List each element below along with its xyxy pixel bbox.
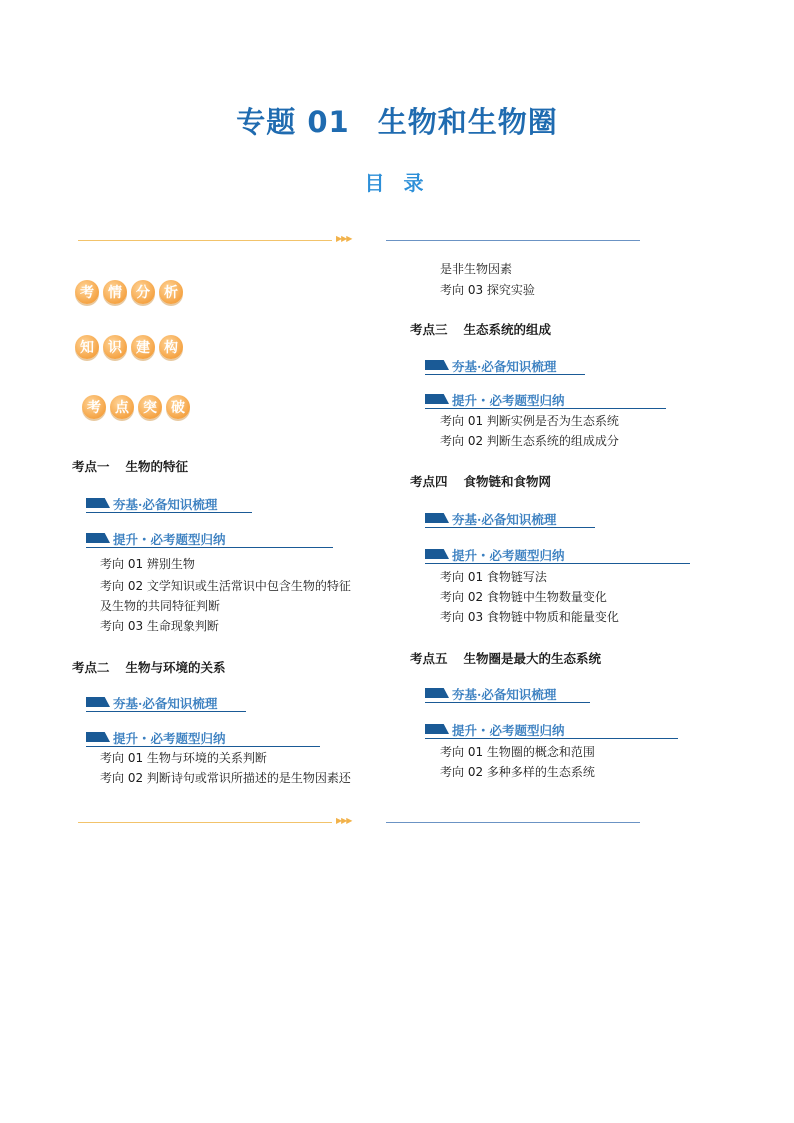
kaodian-number: 考点五 — [410, 651, 448, 666]
kaodian-1-heading[interactable] — [72, 457, 188, 475]
band-label: 夯基·必备知识梳理 — [452, 359, 557, 374]
band-jichu-3[interactable] — [425, 360, 595, 376]
coin-char: 建 — [131, 335, 155, 359]
coin-char: 知 — [75, 335, 99, 359]
band-label: 提升・必考题型归纳 — [452, 393, 565, 408]
flag-icon — [425, 394, 449, 404]
badge-zhishi-jiangou[interactable] — [75, 335, 187, 359]
kaoxiang-item[interactable]: 考向 02 判断生态系统的组成成分 — [440, 434, 619, 448]
kaoxiang-item[interactable]: 考向 01 生物与环境的关系判断 — [100, 751, 267, 765]
band-tisheng-5[interactable] — [425, 724, 680, 740]
kaoxiang-item-cont[interactable]: 是非生物因素 — [440, 262, 513, 276]
kaoxiang-item[interactable]: 考向 02 食物链中生物数量变化 — [440, 590, 607, 604]
band-jichu-1[interactable] — [86, 498, 256, 514]
band-tisheng-3[interactable] — [425, 394, 670, 410]
band-label: 提升・必考题型归纳 — [452, 548, 565, 563]
kaodian-name: 生态系统的组成 — [463, 322, 552, 337]
band-label: 夯基·必备知识梳理 — [452, 687, 557, 702]
band-tisheng-2[interactable] — [86, 732, 326, 748]
divider-arrows-icon: ▶▶▶ — [336, 816, 352, 825]
kaodian-4-heading[interactable] — [410, 472, 551, 490]
kaodian-number: 考点四 — [410, 474, 448, 489]
kaoxiang-item[interactable]: 考向 03 生命现象判断 — [100, 619, 219, 633]
coin-char: 析 — [159, 280, 183, 304]
top-divider — [78, 234, 640, 245]
flag-icon — [425, 724, 449, 734]
band-label: 提升・必考题型归纳 — [113, 731, 226, 746]
flag-icon — [425, 360, 449, 370]
band-tisheng-4[interactable] — [425, 549, 695, 565]
kaodian-name: 生物圈是最大的生态系统 — [463, 651, 602, 666]
kaodian-name: 生物的特征 — [125, 459, 189, 474]
flag-icon — [425, 513, 449, 523]
flag-icon — [425, 688, 449, 698]
coin-char: 考 — [75, 280, 99, 304]
coin-char: 构 — [159, 335, 183, 359]
kaodian-name: 食物链和食物网 — [463, 474, 552, 489]
band-jichu-4[interactable] — [425, 513, 600, 529]
coin-char: 识 — [103, 335, 127, 359]
divider-arrows-icon: ▶▶▶ — [336, 234, 352, 243]
toc-heading: 目 录 — [364, 171, 430, 195]
coin-char: 情 — [103, 280, 127, 304]
kaoxiang-item[interactable]: 考向 01 判断实例是否为生态系统 — [440, 414, 619, 428]
band-label: 夯基·必备知识梳理 — [113, 696, 218, 711]
kaoxiang-item[interactable]: 考向 01 生物圈的概念和范围 — [440, 745, 595, 759]
coin-char: 分 — [131, 280, 155, 304]
flag-icon — [425, 549, 449, 559]
coin-char: 破 — [166, 395, 190, 419]
flag-icon — [86, 732, 110, 742]
flag-icon — [86, 533, 110, 543]
kaodian-name: 生物与环境的关系 — [125, 660, 226, 675]
band-label: 提升・必考题型归纳 — [113, 532, 226, 547]
topic-name: 生物和生物圈 — [377, 105, 558, 139]
kaoxiang-item-cont[interactable]: 及生物的共同特征判断 — [100, 599, 221, 613]
kaodian-number: 考点一 — [72, 459, 110, 474]
kaodian-5-heading[interactable] — [410, 649, 601, 667]
kaodian-number: 考点三 — [410, 322, 448, 337]
kaoxiang-item[interactable]: 考向 03 探究实验 — [440, 283, 535, 297]
band-tisheng-1[interactable] — [86, 533, 336, 549]
flag-icon — [86, 498, 110, 508]
kaoxiang-item[interactable]: 考向 01 辨别生物 — [100, 557, 195, 571]
kaodian-number: 考点二 — [72, 660, 110, 675]
badge-kaoqing-fenxi[interactable] — [75, 280, 187, 304]
kaodian-2-heading[interactable] — [72, 658, 226, 676]
bottom-divider — [78, 816, 640, 827]
kaoxiang-item[interactable]: 考向 03 食物链中物质和能量变化 — [440, 610, 619, 624]
flag-icon — [86, 697, 110, 707]
coin-char: 考 — [82, 395, 106, 419]
coin-char: 点 — [110, 395, 134, 419]
badge-kaodian-tupo[interactable] — [82, 395, 194, 419]
band-jichu-5[interactable] — [425, 688, 595, 704]
band-jichu-2[interactable] — [86, 697, 256, 713]
band-label: 夯基·必备知识梳理 — [113, 497, 218, 512]
kaoxiang-item[interactable]: 考向 02 判断诗句或常识所描述的是生物因素还 — [100, 771, 351, 785]
kaoxiang-item[interactable]: 考向 02 文学知识或生活常识中包含生物的特征 — [100, 579, 351, 593]
coin-char: 突 — [138, 395, 162, 419]
band-label: 提升・必考题型归纳 — [452, 723, 565, 738]
document-title — [0, 100, 794, 141]
kaoxiang-item[interactable]: 考向 02 多种多样的生态系统 — [440, 765, 595, 779]
kaoxiang-item[interactable]: 考向 01 食物链写法 — [440, 570, 547, 584]
topic-number: 专题 01 — [236, 105, 350, 139]
kaodian-3-heading[interactable] — [410, 320, 551, 338]
band-label: 夯基·必备知识梳理 — [452, 512, 557, 527]
